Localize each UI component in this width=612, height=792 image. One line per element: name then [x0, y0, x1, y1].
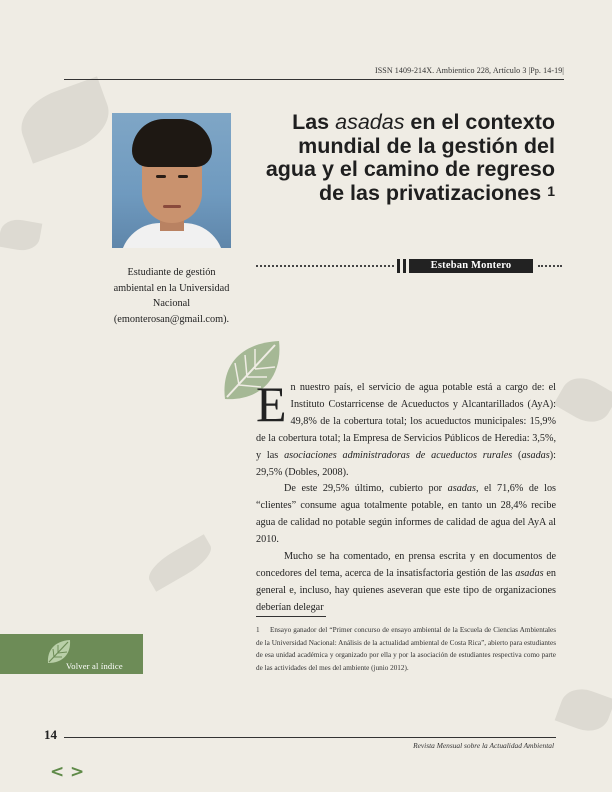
author-bio: Estudiante de gestión ambiental en la Universidad Nacional (emonterosan@gmail.com). [113, 267, 230, 325]
background-leaf-decoration [143, 534, 217, 592]
background-leaf-decoration [0, 217, 42, 253]
background-leaf-decoration [555, 683, 612, 738]
journal-footer: Revista Mensual sobre la Actualidad Ambiental [413, 741, 554, 750]
footer-rule [64, 737, 556, 738]
title-footnote-mark: 1 [547, 182, 555, 199]
article-title: Las asadas en el contexto mundial de la gestión del agua y el camino de regreso de las privatizaciones $^1$ [265, 110, 555, 205]
back-to-index-label: Volver al índice [66, 661, 123, 671]
page-number: 14 [44, 727, 57, 742]
author-bar [256, 259, 562, 273]
previous-page-button[interactable]: < [50, 762, 65, 782]
author-name: Esteban Montero [409, 259, 533, 273]
background-leaf-decoration [12, 76, 117, 163]
paragraph: De este 29,5% último, cubierto por asadas, el 71,6% de los “clientes” consume agua totalmente potable, en tanto un 28,4% recibe agua de calidad no potable según informes de calidad de agua del AyA al 2010. [256, 483, 557, 546]
back-to-index-button[interactable] [0, 634, 143, 674]
next-page-button[interactable]: > [70, 762, 85, 782]
footnote-rule [256, 616, 326, 617]
drop-cap: E [256, 376, 287, 432]
header-rule [64, 79, 564, 80]
background-leaf-decoration [553, 370, 612, 431]
footnote: 1 Ensayo ganador del “Primer concurso de ensayo ambiental de la Escuela de Ciencias Ambientales de la Universidad Nacional: Análisis de la actualidad ambiental de Costa Rica”, abierto para estudiantes de esa unidad académica y organizado por ella y por la asociación de estudiantes respectiva como parte de las actividades del mes del ambiente (junio 2012). [256, 626, 556, 672]
author-photo [112, 113, 231, 248]
paragraph: Mucho se ha comentado, en prensa escrita y en documentos de concedores del tema, acerca de la insatisfactoria gestión de las asadas en general e, incluso, hay quienes aseveran que este tipo de organizaciones deberían delegar [256, 551, 556, 613]
journal-header: ISSN 1409-214X. Ambientico 228, Artículo 3 |Pp. 14-19| [374, 66, 564, 75]
article-body [256, 376, 557, 617]
paragraph: En nuestro país, el servicio de agua potable está a cargo de: el Instituto Costarricense de Acueductos y Alcantarillados (AyA): 49,8% de la cobertura total; los acueductos municipales: 15,9% de la cobertura total; la Empresa de Servicios Públicos de Heredia: 3,5%, y las asociaciones administradoras de acueductos rurales (asadas): 29,5% (Dobles, 2008). [256, 376, 556, 478]
